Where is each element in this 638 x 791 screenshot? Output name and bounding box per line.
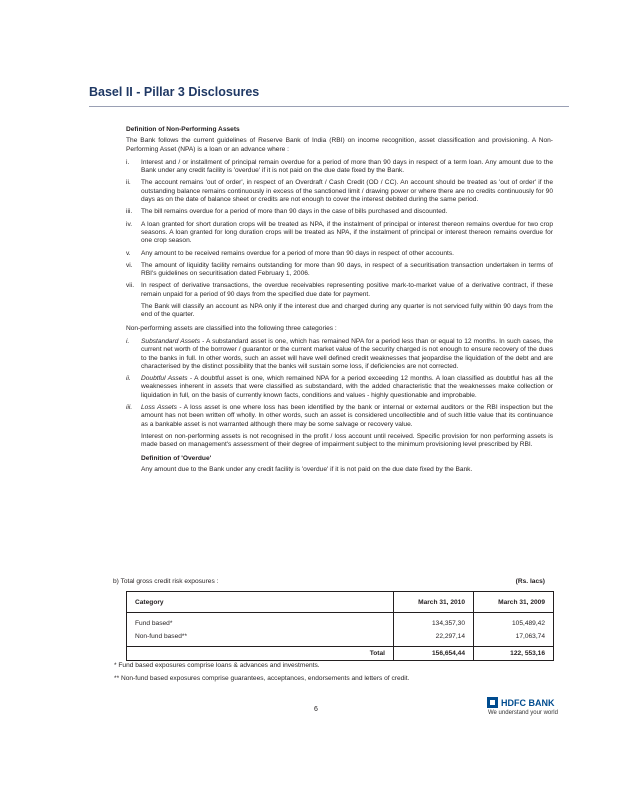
header-2009: March 31, 2009 (498, 598, 545, 606)
npa-item (126, 282, 553, 299)
category-item (126, 404, 553, 429)
footnote-nonfund: ** Non-fund based exposures comprise guarantees, acceptances, endorsements and letters of credit. (114, 675, 410, 682)
npa-item (126, 159, 553, 176)
categories-intro: Non-performing assets are classified into the following three categories : (126, 324, 337, 332)
category-text: - A doubtful asset is one, which remained NPA for a period exceeding 12 months. A loan classified as doubtful has all the weaknesses inherent in assets that were classified as substandard, with the added characteristic that the weaknesses make collection or liquidation in full, on the basis of currently known facts, conditions and values - highly questionable and improbable. (141, 375, 553, 399)
category-name: Loss Assets (141, 404, 177, 412)
item-marker: i. (126, 158, 130, 166)
category-name: Substandard Assets (141, 337, 201, 345)
item-marker: vi. (126, 261, 133, 269)
total-label: Total (127, 647, 394, 661)
npa-intro: The Bank follows the current guidelines of Reserve Bank of India (RBI) on income recognition, asset classification and provisioning. A Non-Performing Asset (NPA) is a loan or an advance where : (126, 137, 553, 153)
category-item (126, 338, 553, 371)
npa-item (126, 179, 553, 204)
overdue-text: Any amount due to the Bank under any credit facility is 'overdue' if it is not paid on the due date fixed by the Bank. (141, 465, 473, 473)
category-item (126, 375, 553, 400)
npa-item (126, 250, 553, 258)
cell-category: Non-fund based** (127, 630, 394, 647)
table-total-row (127, 647, 554, 661)
item-text: Any amount to be received remains overdue for a period of more than 90 days in respect of other accounts. (141, 249, 455, 257)
page-title: Basel II - Pillar 3 Disclosures (89, 85, 260, 99)
overdue-heading: Definition of 'Overdue' (141, 454, 212, 462)
header-2010: March 31, 2010 (394, 592, 474, 613)
category-marker: ii. (126, 375, 131, 383)
page-number: 6 (314, 706, 318, 713)
total-2010: 156,654,44 (394, 647, 474, 661)
table-row (127, 630, 554, 647)
item-text: The amount of liquidity facility remains outstanding for more than 90 days, in respect of a securitisation transaction undertaken in terms of RBI's guidelines on securitisation dated February 1, 2006. (141, 261, 553, 278)
item-marker: iv. (126, 220, 133, 228)
title-rule (89, 106, 569, 107)
cell-2010: 22,297,14 (394, 630, 474, 647)
category-text: - A substandard asset is one, which has remained NPA for a period less than or equal to 12 months. In such cases, the current net worth of the borrower / guarantor or the current market value of the security charged is not enough to ensure recovery of the dues to the banks in full. In other words, such an asset will have well defined credit weaknesses that jeopardise the liquidation of the debt and are characterised by the distinct possibility that the banks will sustain some loss, if deficiencies are not corrected. (141, 337, 553, 370)
cell-2010: 134,357,30 (394, 613, 474, 631)
unit-label: (Rs. lacs) (515, 578, 545, 585)
item-text: The account remains 'out of order', in respect of an Overdraft / Cash Credit (OD / CC). An account should be treated as 'out of order' if the outstanding balance remains continuously in excess of the sanctioned limit / drawing power or where there are no credits continuously for 90 days as on the date of balance sheet or credits are not enough to cover the interest debited during the same period. (141, 179, 553, 204)
item-marker: vii. (126, 282, 135, 290)
interest-note: Interest on non-performing assets is not recognised in the profit / loss account until received. Specific provision for non performing assets is made based on management's assessment of their degree of impairment subject to the minimum provisioning level prescribed by RBI. (141, 432, 553, 449)
category-marker: i. (126, 337, 130, 345)
npa-section (126, 126, 553, 479)
cell-2009: 105,489,42 (511, 620, 545, 627)
npa-item (126, 208, 553, 216)
item-text: Interest and / or installment of principal remain overdue for a period of more than 90 days in respect of a term loan. Any amount due to the Bank under any credit facility is 'overdue' if it is not paid on the due date fixed by the Bank. (141, 158, 553, 175)
item-marker: iii. (126, 208, 133, 216)
hdfc-mark-icon (487, 697, 498, 708)
header-category: Category (127, 592, 394, 613)
cell-category: Fund based* (127, 613, 394, 631)
item-marker: v. (126, 249, 131, 257)
npa-item (126, 262, 553, 279)
footnote-fund: * Fund based exposures comprise loans & advances and investments. (114, 662, 320, 669)
exposure-table (126, 591, 554, 661)
logo-name: HDFC BANK (501, 697, 555, 708)
item-text: The bill remains overdue for a period of more than 90 days in the case of bills purchased and discounted. (141, 208, 448, 216)
total-2009: 122, 553,16 (510, 650, 545, 657)
npa-heading: Definition of Non-Performing Assets (126, 126, 240, 133)
table-header-row (127, 592, 554, 613)
category-marker: iii. (126, 404, 133, 412)
hdfc-logo (487, 697, 573, 716)
npa-item (126, 221, 553, 246)
item-text: In respect of derivative transactions, the overdue receivables representing positive mark-to-market value of a derivative contract, if these remain unpaid for a period of 90 days from the specified due date for payment. (141, 282, 553, 298)
category-text: - A loss asset is one where loss has been identified by the bank or internal or external auditors or the RBI inspection but the amount has not been written off wholly. In other words, such an asset is considered uncollectible and of such little value that its continuance as a bankable asset is not warranted although there may be some salvage or recovery value. (141, 404, 553, 428)
quarter-note: The Bank will classify an account as NPA only if the interest due and charged during any quarter is not serviced fully within 90 days from the end of the quarter. (141, 303, 553, 319)
cell-2009: 17,063,74 (515, 633, 545, 640)
logo-tagline: We understand your world (488, 710, 558, 716)
section-b-label: b) Total gross credit risk exposures : (113, 578, 219, 585)
category-name: Doubtful Assets (141, 375, 188, 383)
item-text: A loan granted for short duration crops will be treated as NPA, if the instalment of principal or interest thereon remains overdue for two crop seasons. A loan granted for long duration crops will be treated as NPA, if the instalment of principal or interest thereon remains overdue for one crop season. (141, 220, 553, 245)
item-marker: ii. (126, 179, 131, 187)
section-b-header (113, 578, 545, 585)
table-row (127, 613, 554, 631)
